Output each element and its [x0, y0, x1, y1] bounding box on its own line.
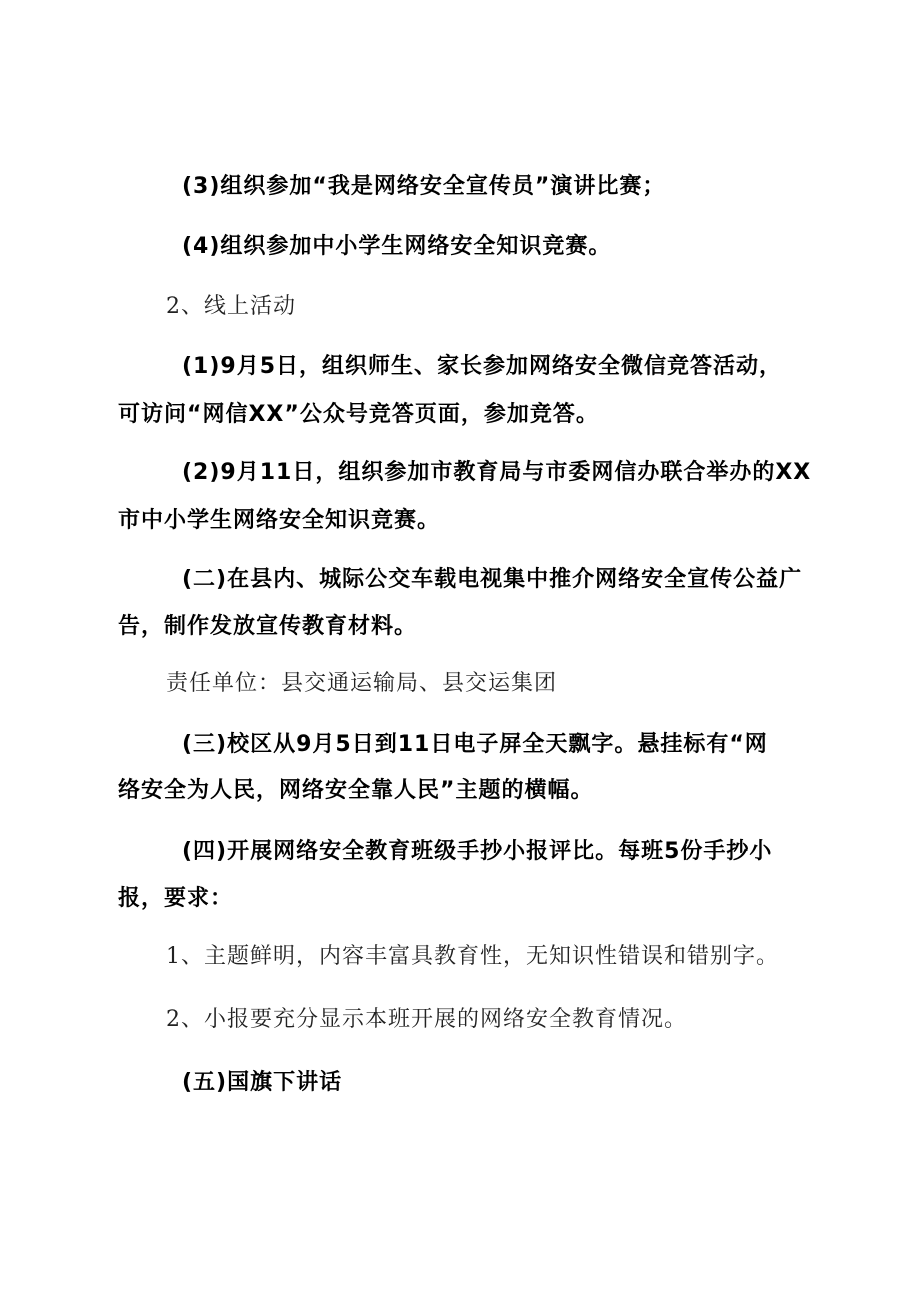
paragraph-line: 可访问“网信XX”公众号竞答页面，参加竞答。 [118, 402, 599, 427]
paragraph-line: (2)9月11日，组织参加市教育局与市委网信办联合举办的XX [182, 460, 812, 485]
paragraph-line: 络安全为人民，网络安全靠人民”主题的横幅。 [118, 778, 594, 803]
paragraph-line: 报，要求： [118, 886, 234, 911]
section-heading: 2、线上活动 [166, 294, 296, 319]
paragraph-line: (3)组织参加“我是网络安全宣传员”演讲比赛； [182, 174, 666, 199]
paragraph-line: 告，制作发放宣传教育材料。 [118, 614, 418, 639]
paragraph-line: 市中小学生网络安全知识竞赛。 [118, 508, 441, 533]
paragraph-line: (4)组织参加中小学生网络安全知识竞赛。 [182, 234, 612, 259]
responsible-unit: 责任单位：县交通运输局、县交运集团 [166, 671, 558, 696]
paragraph-line: (三)校区从9月5日到11日电子屏全天飘字。悬挂标有“网 [182, 732, 768, 757]
paragraph-line: (二)在县内、城际公交车载电视集中推介网络安全宣传公益广 [182, 567, 803, 592]
section-heading: (五)国旗下讲话 [182, 1070, 343, 1095]
paragraph-line: (四)开展网络安全教育班级手抄小报评比。每班5份手抄小 [182, 839, 773, 864]
list-item: 1、主题鲜明，内容丰富具教育性，无知识性错误和错别字。 [166, 944, 779, 969]
list-item: 2、小报要充分显示本班开展的网络安全教育情况。 [166, 1007, 687, 1032]
paragraph-line: (1)9月5日，组织师生、家长参加网络安全微信竞答活动， [182, 354, 783, 379]
